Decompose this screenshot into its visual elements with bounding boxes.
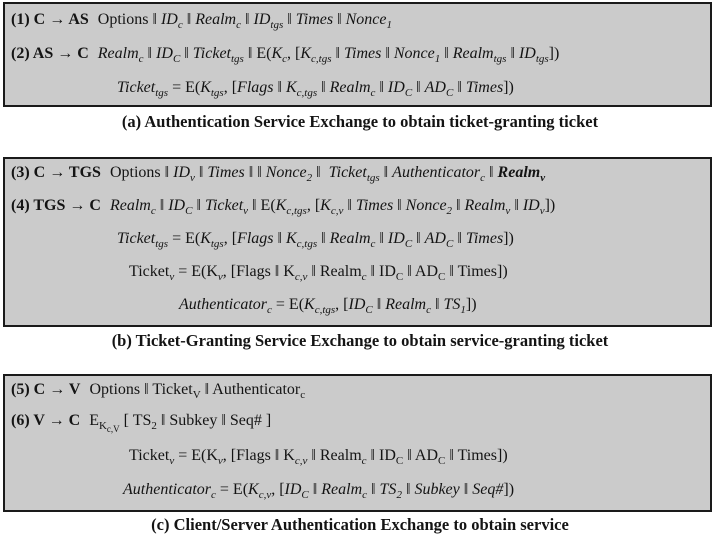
ticket-v: Ticket$_v$ [204,197,249,217]
concat-separator: ‖ [164,164,170,181]
equals-sign: = [275,296,285,313]
realm-c: Realm$_c$ [97,45,144,65]
ticket-v-definition [129,262,508,282]
bracket: ] [265,412,272,429]
concat-separator: ‖ [147,45,153,62]
concat-separator: ‖ [248,164,254,181]
panel-client-server-authentication-exchange [3,374,712,512]
encryption-expression: $E(K_{c,tgs}$, [$ID_C$ ‖ Realm$_c$ ‖ $TS_1$]) [288,296,477,316]
id-tgs: $ID_{tgs}$ [253,11,284,31]
ticket-v: Ticket$_V$ [152,381,201,401]
id-c: $ID_C$ [168,197,193,217]
encryption-expression: $E(K_{c,v}$, [$ID_C$ ‖ Realm$_c$ ‖ $TS_2$ ‖ Subkey ‖ Seq#]) [232,481,515,501]
message-3 [11,163,545,183]
id-v: $ID_v$ [173,164,195,184]
encryption-expression: $E(K_v$, [Flags ‖ $K_{c,v}$ ‖ Realm$_c$ ‖ $ID_C$ ‖ $AD_C$ ‖ Times]) [191,447,508,467]
concat-separator: ‖ [196,197,201,214]
encryption-expression: $E(K_{tgs}$, [Flags ‖ $K_{c,tgs}$ ‖ Realm$_c$ ‖ $ID_C$ ‖ $AD_C$ ‖ Times]) [185,79,514,99]
authenticator-c: Authenticator$_c$ [392,164,486,184]
concat-separator: ‖ [337,11,342,28]
step-label: (3) C → TGS [11,164,101,181]
authenticator-c: Authenticator$_c$ [212,381,306,401]
id-c: $ID_c$ [160,11,183,31]
concat-separator: ‖ [245,11,250,28]
concat-separator: ‖ [489,164,494,181]
concat-separator: ‖ [152,11,157,28]
encryption-expression: $E(K_{c,tgs}$, [$K_{c,v}$ ‖ Times ‖ Nonce$_2$ ‖ Realm$_v$ ‖ $ID_v$]) [260,197,556,217]
equals-sign: = [172,230,182,247]
caption-a: (a) Authentication Service Exchange to obtain ticket-granting ticket [121,112,599,131]
ticket-tgs: Ticket$_{tgs}$ [117,230,169,250]
message-6 [11,411,272,434]
authenticator-c: Authenticator$_c$ [123,481,216,501]
message-4 [11,196,555,216]
encryption-expression: $E(K_v$, [Flags ‖ $K_{c,v}$ ‖ Realm$_c$ ‖ $ID_C$ ‖ $AD_C$ ‖ Times]) [191,263,508,283]
realm-c: Realm$_c$ [195,11,241,31]
bracket: [ [123,412,129,429]
concat-separator: ‖ [159,197,165,214]
concat-separator: ‖ [144,381,149,398]
times: Times [295,11,334,28]
ticket-tgs: Ticket$_{tgs}$ [192,45,244,65]
authenticator-c: Authenticator$_c$ [179,296,272,316]
concat-separator: ‖ [204,381,210,398]
caption-c: (c) Client/Server Authentication Exchange to obtain service [151,515,569,534]
sequence-number: Seq# [229,412,262,429]
equals-sign: = [172,79,182,96]
nonce-1: Nonce$_1$ [345,11,392,31]
concat-separator: ‖ [186,11,192,28]
ts-2: $TS_2$ [132,412,157,432]
ticket-tgs-definition [117,229,514,249]
ticket-tgs: Ticket$_{tgs}$ [117,79,169,99]
times: Times [207,164,245,181]
concat-separator: ‖ [198,164,204,181]
step-label: (4) TGS → C [11,197,101,214]
step-label: (1) C → AS [11,11,89,28]
concat-separator: ‖ [160,412,166,429]
encryption-key: $E_{K_{c,V}}$ [89,412,120,434]
ticket-v: Ticket$_v$ [129,263,175,283]
ticket-v: Ticket$_v$ [129,447,175,467]
equals-sign: = [178,447,188,464]
realm-c: Realm$_c$ [109,197,156,217]
message-1 [11,10,392,30]
concat-separator: ‖ [221,412,226,429]
concat-separator: ‖ [316,164,321,181]
nonce-2: Nonce$_2$ [265,164,313,184]
id-c: $ID_C$ [156,45,181,65]
message-5 [11,380,305,400]
ticket-v-definition [129,446,508,466]
concat-separator: ‖ [383,164,389,181]
concat-separator: ‖ [184,45,189,62]
caption-b: (b) Ticket-Granting Service Exchange to obtain service-granting ticket [111,331,609,350]
ticket-tgs-definition [117,78,514,98]
realm-v: Realm$_v$ [497,164,546,184]
options-field: Options [97,11,149,28]
encryption-expression: $E(K_c$, [$K_{c,tgs}$ ‖ Times ‖ Nonce$_1$ ‖ Realm$_{tgs}$ ‖ $ID_{tgs}$]) [256,45,560,65]
ticket-tgs: Ticket$_{tgs}$ [328,164,380,184]
options-field: Options [109,164,161,181]
options-field: Options [89,381,141,398]
panel-ticket-granting-service-exchange [3,157,712,327]
panel-authentication-service-exchange [3,2,712,107]
step-label: (5) C → V [11,381,81,398]
authenticator-c-definition [179,295,477,315]
step-label: (2) AS → C [11,45,89,62]
message-2 [11,44,559,64]
concat-separator: ‖ [252,197,257,214]
step-label: (6) V → C [11,412,81,429]
concat-separator: ‖ [247,45,253,62]
encryption-expression: $E(K_{tgs}$, [Flags ‖ $K_{c,tgs}$ ‖ Realm$_c$ ‖ $ID_C$ ‖ $AD_C$ ‖ Times]) [185,230,514,250]
authenticator-c-definition [123,480,514,500]
equals-sign: = [219,481,229,498]
concat-separator: ‖ [257,164,262,181]
subkey: Subkey [169,412,218,429]
equals-sign: = [178,263,188,280]
concat-separator: ‖ [287,11,292,28]
